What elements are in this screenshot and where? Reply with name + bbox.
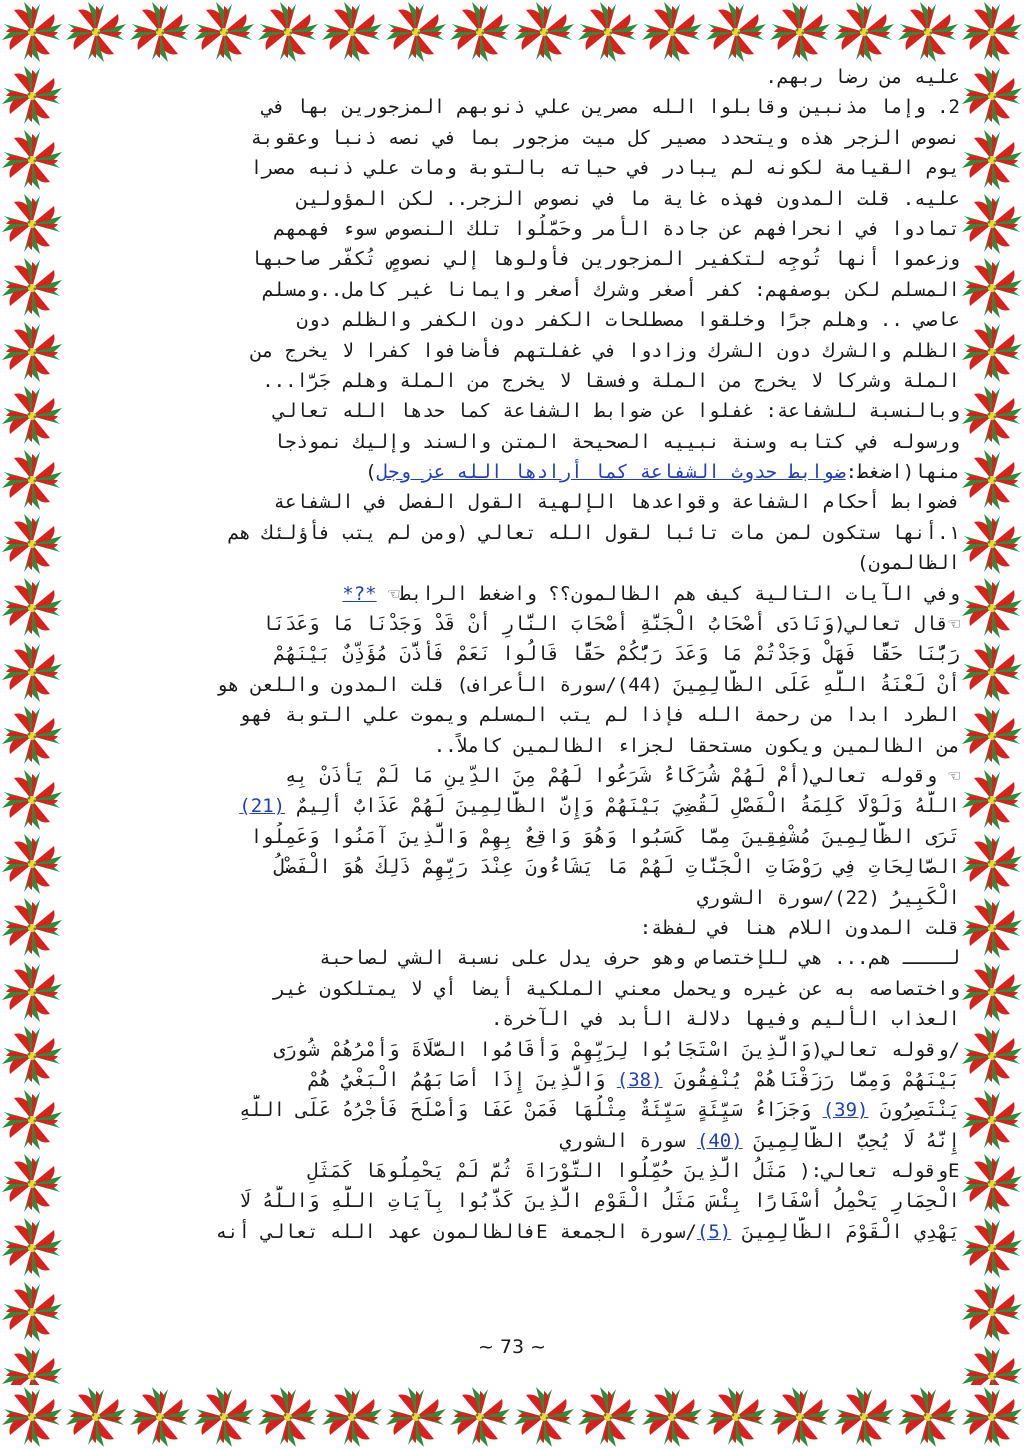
poinsettia-icon bbox=[0, 960, 64, 1024]
hyperlink[interactable]: (38) bbox=[616, 1068, 663, 1091]
line-text: يَنْتَصِرُونَ bbox=[868, 1099, 960, 1122]
poinsettia-icon bbox=[960, 704, 1024, 768]
poinsettia-icon bbox=[896, 1385, 960, 1449]
poinsettia-icon bbox=[960, 832, 1024, 896]
poinsettia-icon bbox=[896, 0, 960, 64]
line-text: عليه. قلت المدون فهذه غاية ما في نصوص الزجر.. لكن المؤولين bbox=[296, 187, 960, 210]
text-line bbox=[68, 123, 960, 153]
text-line bbox=[68, 913, 960, 943]
text-line bbox=[68, 852, 960, 882]
poinsettia-icon bbox=[128, 1385, 192, 1449]
hyperlink[interactable]: (40) bbox=[696, 1129, 743, 1152]
page-border-left bbox=[0, 64, 64, 1385]
poinsettia-icon bbox=[0, 0, 64, 64]
poinsettia-icon bbox=[0, 512, 64, 576]
poinsettia-icon bbox=[960, 960, 1024, 1024]
text-line bbox=[68, 336, 960, 366]
document-body bbox=[68, 62, 960, 1384]
poinsettia-icon bbox=[0, 896, 64, 960]
poinsettia-icon bbox=[960, 1385, 1024, 1449]
poinsettia-icon bbox=[960, 1216, 1024, 1280]
line-text: تَرَى الظَّالِمِينَ مُشْفِقِينَ مِمَّا كَسَبُوا وَهُوَ وَاقِعٌ بِهِمْ وَالَّذِينَ آمَنُوا وَعَمِلُوا bbox=[250, 825, 960, 848]
text-line bbox=[68, 943, 960, 973]
line-text-after: /سورة الجمعة Eفالظالمون عهد الله تعالي أنه bbox=[215, 1220, 697, 1243]
line-text: يَهْدِي الْقَوْمَ الظَّالِمِينَ bbox=[731, 1220, 960, 1243]
text-line bbox=[68, 518, 960, 548]
text-line bbox=[68, 275, 960, 305]
text-line bbox=[68, 305, 960, 335]
poinsettia-icon bbox=[0, 704, 64, 768]
poinsettia-icon bbox=[768, 1385, 832, 1449]
text-line bbox=[68, 366, 960, 396]
line-text: يوم القيامة لكونه لم يبادر في حياته بالتوبة ومات علي ذنبه مصرا bbox=[250, 157, 960, 180]
text-line bbox=[68, 92, 960, 122]
page-border-right bbox=[960, 64, 1024, 1385]
poinsettia-icon bbox=[320, 0, 384, 64]
hyperlink[interactable]: *?* bbox=[342, 582, 377, 605]
text-line bbox=[68, 1217, 960, 1247]
text-line bbox=[68, 1065, 960, 1095]
poinsettia-icon bbox=[640, 0, 704, 64]
poinsettia-icon bbox=[960, 320, 1024, 384]
poinsettia-icon bbox=[64, 0, 128, 64]
line-text: وبالنسبة للشفاعة: غفلوا عن ضوابط الشفاعة كما حدها الله تعالي bbox=[273, 400, 960, 423]
poinsettia-icon bbox=[256, 0, 320, 64]
hyperlink[interactable]: ضوابط حدوث الشفاعة كما أرادها الله عز وجل bbox=[376, 461, 846, 484]
line-text-after: سورة الشوري bbox=[559, 1129, 697, 1152]
line-text: رَبُّنَا حَقًّا فَهَلْ وَجَدْتُمْ مَا وَعَدَ رَبُّكُمْ حَقًّا قَالُوا نَعَمْ فَأَذَّنَ مُؤَذِّنٌ بَيْنَهُمْ bbox=[273, 643, 960, 666]
poinsettia-icon bbox=[320, 1385, 384, 1449]
line-text: العذاب الأليم وفيها دلالة الأبد في الآخرة. bbox=[491, 1008, 960, 1031]
text-line bbox=[68, 822, 960, 852]
poinsettia-icon bbox=[0, 576, 64, 640]
poinsettia-icon bbox=[0, 1280, 64, 1344]
text-line bbox=[68, 214, 960, 244]
hyperlink[interactable]: (5) bbox=[696, 1220, 732, 1243]
text-line bbox=[68, 791, 960, 821]
hyperlink[interactable]: (21) bbox=[239, 795, 286, 818]
poinsettia-icon bbox=[0, 448, 64, 512]
line-text: ورسوله في كتابه وسنة نبييه الصحيحة المتن والسند وإليك نموذجا bbox=[273, 430, 960, 453]
line-text: من الظالمين ويكون مستحقا لجزاء الظالمين كاملاً.. bbox=[433, 734, 960, 757]
line-text: وفي الآيات التالية كيف هم الظالمون؟؟ واضغط الرابط☜ bbox=[376, 582, 960, 605]
line-text: الصَّالِحَاتِ فِي رَوْضَاتِ الْجَنَّاتِ لَهُمْ مَا يَشَاءُونَ عِنْدَ رَبِّهِمْ ذَلِكَ هُوَ الْفَضْلُ bbox=[273, 856, 960, 879]
page-number: ~ 73 ~ bbox=[477, 1336, 547, 1358]
line-text: نصوص الزجر هذه ويتحدد مصير كل ميت مزجور بما في نصه ذنبا وعقوبة bbox=[250, 126, 960, 149]
line-text: واختصاصه به عن غيره ويحمل معني الملكية أيضا أي لا يمتلكون غير bbox=[273, 977, 960, 1000]
poinsettia-icon bbox=[576, 0, 640, 64]
poinsettia-icon bbox=[0, 1385, 64, 1449]
text-line bbox=[68, 670, 960, 700]
page-border-bottom bbox=[0, 1385, 1024, 1449]
text-line bbox=[68, 579, 960, 609]
poinsettia-icon bbox=[448, 0, 512, 64]
poinsettia-icon bbox=[960, 1024, 1024, 1088]
poinsettia-icon bbox=[960, 640, 1024, 704]
poinsettia-icon bbox=[0, 1088, 64, 1152]
poinsettia-icon bbox=[960, 1152, 1024, 1216]
line-text: وزعموا أنها تُوجِه لتكفير المزجورين فأولوها إلي نصوصٍ تُكفّر صاحبها bbox=[250, 248, 960, 271]
poinsettia-icon bbox=[960, 512, 1024, 576]
text-line bbox=[68, 62, 960, 92]
poinsettia-icon bbox=[0, 320, 64, 384]
poinsettia-icon bbox=[512, 1385, 576, 1449]
poinsettia-icon bbox=[960, 0, 1024, 64]
text-line bbox=[68, 1035, 960, 1065]
text-line bbox=[68, 153, 960, 183]
poinsettia-icon bbox=[960, 64, 1024, 128]
poinsettia-icon bbox=[192, 1385, 256, 1449]
poinsettia-icon bbox=[512, 0, 576, 64]
line-text: الملة وشركا لا يخرج من الملة وفسقا لا يخرج من الملة وهلم جَرَّا... bbox=[262, 369, 960, 392]
poinsettia-icon bbox=[576, 1385, 640, 1449]
poinsettia-icon bbox=[960, 192, 1024, 256]
text-line bbox=[68, 1126, 960, 1156]
line-text: الظلم والشرك دون الشرك وزادوا في غفلتهم فأضافوا كفرا لا يخرج من bbox=[250, 339, 960, 362]
line-text: الظالمون) bbox=[857, 552, 960, 575]
poinsettia-icon bbox=[0, 256, 64, 320]
poinsettia-icon bbox=[0, 1216, 64, 1280]
poinsettia-icon bbox=[960, 576, 1024, 640]
line-text: Eوقوله تعالي:( مَثَلُ الَّذِينَ حُمِّلُوا التَّوْرَاةَ ثُمَّ لَمْ يَحْمِلُوهَا كَمَثَلِ bbox=[307, 1160, 960, 1183]
poinsettia-icon bbox=[64, 1385, 128, 1449]
poinsettia-icon bbox=[384, 1385, 448, 1449]
text-line bbox=[68, 184, 960, 214]
text-line bbox=[68, 731, 960, 761]
text-line bbox=[68, 609, 960, 639]
poinsettia-icon bbox=[0, 640, 64, 704]
line-text-after: وَالَّذِينَ إِذَا أَصَابَهُمُ الْبَغْيُ هُمْ bbox=[307, 1068, 617, 1091]
text-line bbox=[68, 457, 960, 487]
poinsettia-icon bbox=[960, 1280, 1024, 1344]
poinsettia-icon bbox=[960, 896, 1024, 960]
line-text: عليه من رضا ربهم. bbox=[765, 66, 960, 88]
line-text: ١.أنها ستكون لمن مات تائبا لقول الله تعالي (ومن لم يتب فأؤلئك هم bbox=[227, 521, 960, 544]
poinsettia-icon bbox=[0, 1024, 64, 1088]
line-text: اللَّهُ وَلَوْلَا كَلِمَةُ الْفَصْلِ لَقُضِيَ بَيْنَهُمْ وَإِنَّ الظَّالِمِينَ لَهُمْ عَذَابٌ أَلِيمٌ bbox=[285, 795, 960, 818]
poinsettia-icon bbox=[256, 1385, 320, 1449]
poinsettia-icon bbox=[0, 384, 64, 448]
line-text: المسلم لكن بوصفهم: كفر أصغر وشرك أصغر وايمانا غير كامل..ومسلم bbox=[262, 278, 960, 301]
hyperlink[interactable]: (39) bbox=[822, 1099, 869, 1122]
line-text: فضوابط أحكام الشفاعة وقواعدها الإلهية القول الفصل في الشفاعة bbox=[273, 491, 960, 514]
line-text: 2. وإما مذنبين وقابلوا الله مصرين علي ذنوبهم المزجورين بها في bbox=[262, 96, 960, 119]
text-line bbox=[68, 1156, 960, 1186]
line-text: الطرد ابدا من رحمة الله فإذا لم يتب المسلم ويموت علي التوبة فهو bbox=[239, 704, 960, 727]
poinsettia-icon bbox=[0, 832, 64, 896]
poinsettia-icon bbox=[0, 64, 64, 128]
line-text: عاصي .. وهلم جرًا وخلقوا مصطلحات الكفر دون الكفر والظلم دون bbox=[296, 309, 960, 332]
poinsettia-icon bbox=[0, 768, 64, 832]
line-text: ☜ وقوله تعالي(أَمْ لَهُمْ شُرَكَاءُ شَرَعُوا لَهُمْ مِنَ الدِّينِ مَا لَمْ يَأْذَنْ بِهِ bbox=[285, 764, 960, 787]
line-text-after: وَجَزَاءُ سَيِّئَةٍ سَيِّئَةٌ مِثْلُهَا فَمَنْ عَفَا وَأَصْلَحَ فَأَجْرُهُ عَلَى اللَّهِ bbox=[239, 1099, 823, 1122]
poinsettia-icon bbox=[960, 1088, 1024, 1152]
text-line bbox=[68, 487, 960, 517]
line-text: الْكَبِيرُ (22)/سورة الشوري bbox=[696, 886, 960, 909]
poinsettia-icon bbox=[704, 0, 768, 64]
text-line bbox=[68, 548, 960, 578]
poinsettia-icon bbox=[0, 1152, 64, 1216]
line-text-after: ) bbox=[365, 461, 377, 484]
line-text: لــــ هم... هي للإختصاص وهو حرف يدل على نسبة الشي لصاحبة bbox=[319, 947, 960, 970]
line-text: ☜قال تعالي(وَنَادَى أَصْحَابُ الْجَنَّةِ أَصْحَابَ النَّارِ أَنْ قَدْ وَجَدْنَا مَا وَعَدَنَا bbox=[262, 613, 960, 636]
poinsettia-icon bbox=[0, 128, 64, 192]
poinsettia-icon bbox=[768, 0, 832, 64]
text-line bbox=[68, 700, 960, 730]
poinsettia-icon bbox=[960, 448, 1024, 512]
text-line bbox=[68, 1186, 960, 1216]
poinsettia-icon bbox=[128, 0, 192, 64]
line-text: تمادوا في انحرافهم عن جادة الأمر وحَمَّلُوا تلك النصوص سوء فهمهم bbox=[273, 217, 960, 240]
text-line bbox=[68, 1004, 960, 1034]
text-line bbox=[68, 974, 960, 1004]
poinsettia-icon bbox=[960, 128, 1024, 192]
poinsettia-icon bbox=[832, 0, 896, 64]
poinsettia-icon bbox=[448, 1385, 512, 1449]
line-text: /وقوله تعالي(وَالَّذِينَ اسْتَجَابُوا لِرَبِّهِمْ وَأَقَامُوا الصَّلَاةَ وَأَمْرُهُمْ شُورَى bbox=[273, 1038, 960, 1061]
line-text: قلت المدون اللام هنا في لفظة: bbox=[639, 916, 960, 939]
poinsettia-icon bbox=[960, 256, 1024, 320]
text-line bbox=[68, 244, 960, 274]
poinsettia-icon bbox=[640, 1385, 704, 1449]
poinsettia-icon bbox=[960, 768, 1024, 832]
text-line bbox=[68, 396, 960, 426]
line-text: منها(اضغط: bbox=[845, 461, 960, 484]
text-line bbox=[68, 1095, 960, 1125]
line-text: الْحِمَارِ يَحْمِلُ أَسْفَارًا بِئْسَ مَثَلُ الْقَوْمِ الَّذِينَ كَذَّبُوا بِآيَاتِ اللَّهِ وَاللَّهُ لَا bbox=[239, 1190, 960, 1213]
line-text: أَنْ لَعْنَةُ اللَّهِ عَلَى الظَّالِمِينَ (44)/سورة الأعراف) قلت المدون واللعن هو bbox=[216, 673, 960, 696]
text-line bbox=[68, 761, 960, 791]
line-text: إِنَّهُ لَا يُحِبُّ الظَّالِمِينَ bbox=[742, 1129, 960, 1152]
poinsettia-icon bbox=[960, 384, 1024, 448]
poinsettia-icon bbox=[0, 192, 64, 256]
text-line bbox=[68, 427, 960, 457]
poinsettia-icon bbox=[384, 0, 448, 64]
poinsettia-icon bbox=[192, 0, 256, 64]
poinsettia-icon bbox=[832, 1385, 896, 1449]
page-border-top bbox=[0, 0, 1024, 64]
poinsettia-icon bbox=[704, 1385, 768, 1449]
text-line bbox=[68, 883, 960, 913]
line-text: بَيْنَهُمْ وَمِمَّا رَزَقْنَاهُمْ يُنْفِقُونَ bbox=[662, 1068, 960, 1091]
text-line bbox=[68, 639, 960, 669]
